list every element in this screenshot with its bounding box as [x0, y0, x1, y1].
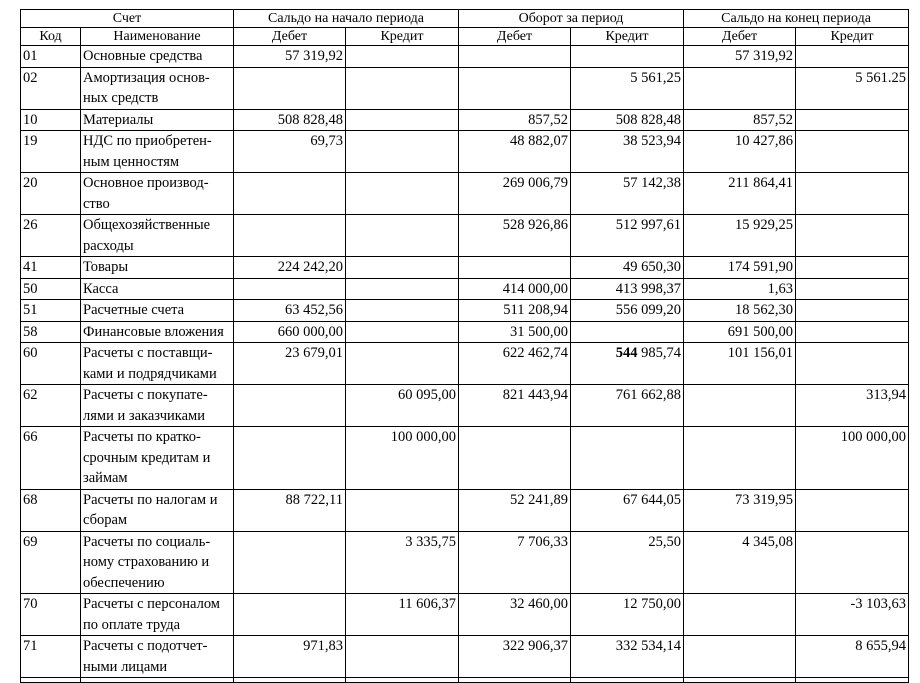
- closing-credit-cell: 313,94: [796, 385, 909, 427]
- account-name-line: обеспечению: [83, 574, 165, 591]
- opening-credit-cell: [346, 109, 459, 131]
- empty-cell: [346, 678, 459, 683]
- account-name-cell: [81, 321, 234, 343]
- account-name-line: Товары: [83, 259, 129, 275]
- turnover-debit-cell: [459, 67, 571, 109]
- empty-cell: [571, 678, 684, 683]
- account-name-line: Материалы: [83, 111, 154, 128]
- account-name-line: Общехозяйственные: [83, 217, 211, 233]
- turnover-debit-cell: 7 706,33: [459, 531, 571, 594]
- account-name-line: ных средств: [83, 90, 159, 106]
- closing-debit-cell: [684, 427, 796, 490]
- account-name-line: Расчеты с персоналом: [83, 596, 220, 612]
- account-name-cell: [81, 131, 234, 173]
- closing-debit-cell: 1,63: [684, 278, 796, 300]
- turnover-credit-cell: 49 650,30: [571, 257, 684, 279]
- account-name-line: сборам: [83, 512, 128, 528]
- closing-debit-cell: 10 427,86: [684, 131, 796, 173]
- empty-cell: [234, 678, 346, 683]
- turnover-debit-header: Дебет: [459, 28, 571, 46]
- table-body: [21, 46, 909, 683]
- table-row: [21, 531, 909, 594]
- opening-credit-cell: [346, 343, 459, 385]
- turnover-credit-cell: 38 523,94: [571, 131, 684, 173]
- account-name-cell: [81, 385, 234, 427]
- account-name-cell: [81, 489, 234, 531]
- trial-balance-table: [20, 9, 909, 683]
- closing-debit-cell: 174 591,90: [684, 257, 796, 279]
- account-name-cell: [81, 594, 234, 636]
- table-row: [21, 67, 909, 109]
- opening-debit-cell: [234, 594, 346, 636]
- table-row: [21, 343, 909, 385]
- header-row-columns: [21, 28, 909, 46]
- table-row: [21, 257, 909, 279]
- turnover-credit-cell: 25,50: [571, 531, 684, 594]
- opening-debit-cell: 63 452,56: [234, 300, 346, 322]
- table-row: [21, 109, 909, 131]
- account-code-cell: 51: [21, 300, 81, 322]
- account-code-cell: 50: [21, 278, 81, 300]
- turnover-credit-cell: [571, 427, 684, 490]
- closing-credit-cell: -3 103,63: [796, 594, 909, 636]
- closing-credit-cell: 8 655,94: [796, 636, 909, 678]
- account-name-cell: [81, 215, 234, 257]
- account-name-line: Расчеты с поставщи-: [83, 345, 213, 361]
- opening-credit-cell: 11 606,37: [346, 594, 459, 636]
- account-code-cell: 41: [21, 257, 81, 279]
- closing-debit-cell: 691 500,00: [684, 321, 796, 343]
- empty-cell: [684, 678, 796, 683]
- account-name-line: Расчетные счета: [83, 302, 185, 318]
- table-row: [21, 594, 909, 636]
- turnover-debit-cell: 322 906,37: [459, 636, 571, 678]
- account-group-header: Счет: [21, 10, 234, 28]
- opening-credit-cell: [346, 215, 459, 257]
- account-name-line: НДС по приобретен-: [83, 133, 212, 149]
- closing-debit-header: Дебет: [684, 28, 796, 46]
- turnover-debit-cell: [459, 427, 571, 490]
- account-name-line: ство: [83, 195, 110, 212]
- turnover-credit-bold-part: 544: [615, 345, 638, 361]
- opening-credit-cell: [346, 636, 459, 678]
- turnover-debit-cell: 528 926,86: [459, 215, 571, 257]
- opening-debit-cell: 23 679,01: [234, 343, 346, 385]
- closing-credit-cell: [796, 489, 909, 531]
- account-name-line: Основные средства: [83, 48, 203, 64]
- turnover-credit-cell: 556 099,20: [571, 300, 684, 322]
- closing-debit-cell: 73 319,95: [684, 489, 796, 531]
- turnover-debit-cell: [459, 46, 571, 68]
- opening-debit-cell: 88 722,11: [234, 489, 346, 531]
- account-code-cell: 19: [21, 131, 81, 173]
- opening-debit-cell: [234, 531, 346, 594]
- turnover-debit-cell: 414 000,00: [459, 278, 571, 300]
- account-name-line: ным ценностям: [83, 153, 180, 170]
- closing-credit-cell: [796, 321, 909, 343]
- turnover-credit-cell: [571, 46, 684, 68]
- turnover-credit-header: Кредит: [571, 28, 684, 46]
- closing-debit-cell: [684, 385, 796, 427]
- account-name-cell: [81, 300, 234, 322]
- account-name-cell: [81, 636, 234, 678]
- account-name-cell: [81, 257, 234, 279]
- account-name-cell: [81, 109, 234, 131]
- account-code-cell: 20: [21, 173, 81, 215]
- opening-credit-cell: [346, 67, 459, 109]
- account-name-line: лями и заказчиками: [83, 407, 205, 424]
- opening-debit-cell: [234, 385, 346, 427]
- account-name-line: Расчеты по кратко-: [83, 429, 201, 445]
- closing-balance-header: Сальдо на конец периода: [684, 10, 909, 28]
- table-row: [21, 173, 909, 215]
- account-code-cell: 71: [21, 636, 81, 678]
- turnover-debit-cell: 622 462,74: [459, 343, 571, 385]
- turnover-credit-cell: 57 142,38: [571, 173, 684, 215]
- code-column-header: Код: [21, 28, 81, 46]
- closing-credit-cell: 5 561.25: [796, 67, 909, 109]
- turnover-debit-cell: 32 460,00: [459, 594, 571, 636]
- closing-debit-cell: 4 345,08: [684, 531, 796, 594]
- turnover-debit-cell: 511 208,94: [459, 300, 571, 322]
- empty-cell: [21, 678, 81, 683]
- account-code-cell: 70: [21, 594, 81, 636]
- table-row: [21, 215, 909, 257]
- account-code-cell: 58: [21, 321, 81, 343]
- opening-debit-cell: 57 319,92: [234, 46, 346, 68]
- opening-debit-cell: 69,73: [234, 131, 346, 173]
- account-name-line: ками и подрядчиками: [83, 365, 217, 382]
- account-name-line: Расчеты с подотчет-: [83, 638, 208, 654]
- turnover-header: Оборот за период: [459, 10, 684, 28]
- account-code-cell: 01: [21, 46, 81, 68]
- opening-debit-cell: 660 000,00: [234, 321, 346, 343]
- account-code-cell: 26: [21, 215, 81, 257]
- name-column-header: Наименование: [81, 28, 234, 46]
- closing-credit-cell: [796, 531, 909, 594]
- account-name-line: ному страхованию и: [83, 554, 210, 570]
- turnover-credit-cell: 12 750,00: [571, 594, 684, 636]
- opening-credit-cell: 60 095,00: [346, 385, 459, 427]
- opening-credit-cell: 100 000,00: [346, 427, 459, 490]
- table-row: [21, 489, 909, 531]
- opening-credit-cell: [346, 173, 459, 215]
- closing-credit-cell: [796, 46, 909, 68]
- account-code-cell: 60: [21, 343, 81, 385]
- opening-credit-cell: [346, 278, 459, 300]
- table-row: [21, 385, 909, 427]
- opening-credit-cell: [346, 489, 459, 531]
- header-row-groups: [21, 10, 909, 28]
- closing-credit-cell: [796, 257, 909, 279]
- account-code-cell: 69: [21, 531, 81, 594]
- opening-credit-cell: [346, 131, 459, 173]
- opening-debit-cell: [234, 67, 346, 109]
- account-name-cell: [81, 343, 234, 385]
- turnover-credit-cell: 512 997,61: [571, 215, 684, 257]
- account-name-cell: [81, 427, 234, 490]
- account-name-cell: [81, 173, 234, 215]
- closing-debit-cell: 18 562,30: [684, 300, 796, 322]
- opening-debit-cell: [234, 427, 346, 490]
- account-name-line: займам: [83, 470, 128, 486]
- turnover-debit-cell: 48 882,07: [459, 131, 571, 173]
- closing-debit-cell: 101 156,01: [684, 343, 796, 385]
- closing-credit-cell: [796, 173, 909, 215]
- opening-credit-cell: [346, 257, 459, 279]
- opening-credit-header: Кредит: [346, 28, 459, 46]
- table-row: [21, 427, 909, 490]
- account-name-line: по оплате труда: [83, 616, 181, 633]
- turnover-debit-cell: 269 006,79: [459, 173, 571, 215]
- account-name-line: ными лицами: [83, 658, 168, 675]
- trial-balance-sheet: [20, 9, 909, 683]
- closing-credit-cell: [796, 300, 909, 322]
- closing-credit-cell: 100 000,00: [796, 427, 909, 490]
- closing-credit-header: Кредит: [796, 28, 909, 46]
- account-name-cell: [81, 46, 234, 68]
- turnover-debit-cell: 31 500,00: [459, 321, 571, 343]
- table-row: [21, 278, 909, 300]
- turnover-credit-cell: 761 662,88: [571, 385, 684, 427]
- closing-credit-cell: [796, 278, 909, 300]
- opening-balance-header: Сальдо на начало периода: [234, 10, 459, 28]
- account-code-cell: 66: [21, 427, 81, 490]
- account-name-line: Основное производ-: [83, 175, 209, 191]
- table-row: [21, 131, 909, 173]
- closing-debit-cell: 211 864,41: [684, 173, 796, 215]
- closing-debit-cell: 857,52: [684, 109, 796, 131]
- account-code-cell: 02: [21, 67, 81, 109]
- account-name-cell: [81, 531, 234, 594]
- closing-debit-cell: [684, 67, 796, 109]
- account-name-line: срочным кредитам и: [83, 449, 211, 466]
- account-name-cell: [81, 278, 234, 300]
- opening-debit-cell: [234, 215, 346, 257]
- table-row: [21, 300, 909, 322]
- turnover-debit-cell: 52 241,89: [459, 489, 571, 531]
- turnover-debit-cell: [459, 257, 571, 279]
- turnover-credit-cell: [571, 321, 684, 343]
- closing-credit-cell: [796, 131, 909, 173]
- empty-cell: [796, 678, 909, 683]
- turnover-credit-cell: 5 561,25: [571, 67, 684, 109]
- closing-credit-cell: [796, 343, 909, 385]
- turnover-debit-cell: 857,52: [459, 109, 571, 131]
- opening-debit-cell: 508 828,48: [234, 109, 346, 131]
- opening-debit-header: Дебет: [234, 28, 346, 46]
- turnover-credit-cell: 413 998,37: [571, 278, 684, 300]
- opening-debit-cell: 224 242,20: [234, 257, 346, 279]
- table-row: [21, 46, 909, 68]
- closing-debit-cell: [684, 636, 796, 678]
- turnover-credit-cell: [571, 343, 684, 385]
- account-name-line: Расчеты с покупате-: [83, 387, 208, 403]
- turnover-credit-cell: 67 644,05: [571, 489, 684, 531]
- closing-credit-cell: [796, 215, 909, 257]
- opening-credit-cell: [346, 46, 459, 68]
- account-name-line: Касса: [83, 280, 119, 297]
- closing-debit-cell: 57 319,92: [684, 46, 796, 68]
- closing-debit-cell: 15 929,25: [684, 215, 796, 257]
- table-row-cut-off: [21, 678, 909, 683]
- table-row: [21, 321, 909, 343]
- account-name-cell: [81, 67, 234, 109]
- opening-credit-cell: 3 335,75: [346, 531, 459, 594]
- opening-debit-cell: [234, 173, 346, 215]
- turnover-credit-cell: 332 534,14: [571, 636, 684, 678]
- account-name-line: Амортизация основ-: [83, 69, 210, 86]
- account-code-cell: 62: [21, 385, 81, 427]
- account-name-line: Расчеты по социаль-: [83, 533, 211, 550]
- opening-debit-cell: [234, 278, 346, 300]
- opening-credit-cell: [346, 300, 459, 322]
- closing-debit-cell: [684, 594, 796, 636]
- turnover-credit-cell: 508 828,48: [571, 109, 684, 131]
- account-code-cell: 10: [21, 109, 81, 131]
- empty-cell: [459, 678, 571, 683]
- opening-credit-cell: [346, 321, 459, 343]
- empty-cell: [81, 678, 234, 683]
- opening-debit-cell: 971,83: [234, 636, 346, 678]
- account-name-line: Финансовые вложения: [83, 323, 224, 340]
- closing-credit-cell: [796, 109, 909, 131]
- turnover-credit-rest-part: 985,74: [637, 345, 681, 361]
- turnover-debit-cell: 821 443,94: [459, 385, 571, 427]
- account-name-line: расходы: [83, 237, 134, 254]
- account-name-line: Расчеты по налогам и: [83, 491, 218, 508]
- account-code-cell: 68: [21, 489, 81, 531]
- table-row: [21, 636, 909, 678]
